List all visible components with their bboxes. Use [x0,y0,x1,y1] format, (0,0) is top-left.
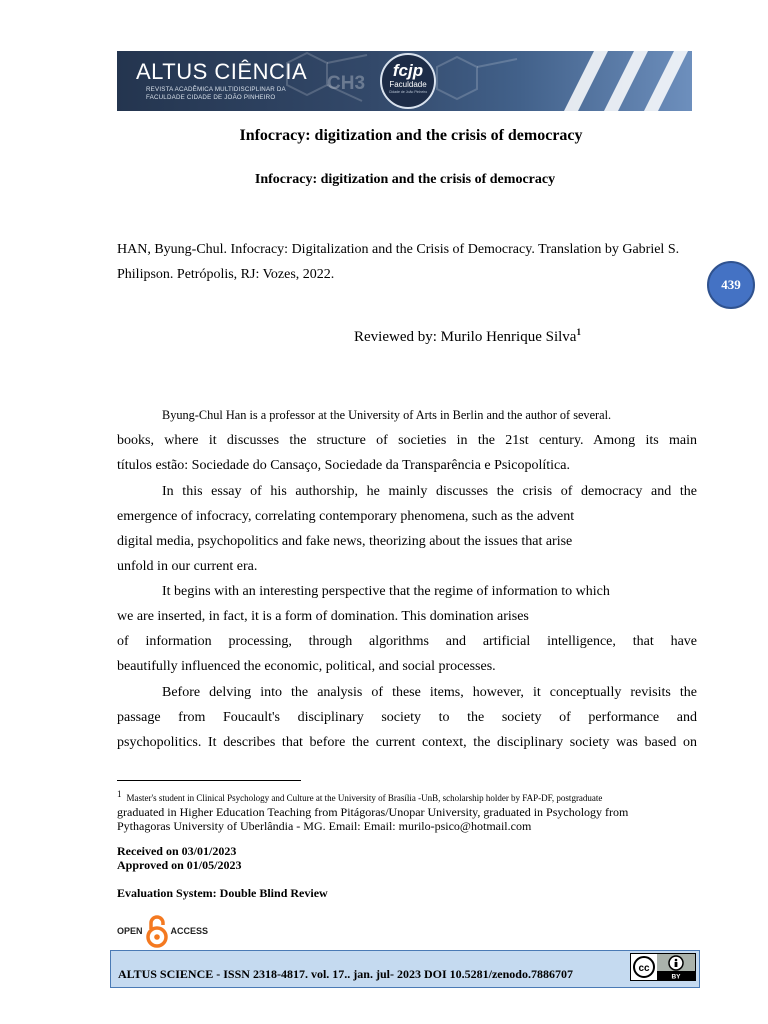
body-line: In this essay of his authorship, he mainly discusses the crisis of democracy and the [162,484,697,499]
banner-formula-text: CH3 [327,73,366,94]
open-access-left-text: OPEN [117,926,143,936]
body-line: Byung-Chul Han is a professor at the University of Arts in Berlin and the author of several. [162,408,612,422]
body-line: books, where it discusses the structure of societies in the 21st century. Among its main [117,433,697,448]
footnote [117,787,697,833]
article-subtitle: Infocracy: digitization and the crisis of democracy [254,172,556,187]
body-line: títulos estão: Sociedade do Cansaço, Sociedade da Transparência e Psicopolítica. [117,458,570,473]
submission-dates [117,844,241,872]
cc-by-license-badge [630,953,696,981]
body-line: It begins with an interesting perspective that the regime of information to which [162,584,610,599]
open-lock-icon [146,914,168,948]
journal-subtitle-line: REVISTA ACADÊMICA MULTIDISCIPLINAR DA [146,86,286,93]
book-reference [117,237,697,287]
received-date: Received on 03/01/2023 [117,844,237,858]
body-line: beautifully influenced the economic, political, and social processes. [117,659,496,674]
logo-mark: fcjp [392,61,424,80]
journal-footer [110,950,700,988]
footnote-line: graduated in Higher Education Teaching from Pitágoras/Unopar University, graduated in Psychology from [117,805,629,819]
footer-citation: ALTUS SCIENCE - ISSN 2318-4817. vol. 17.. jan. jul- 2023 DOI 10.5281/zenodo.7886707 [118,967,573,981]
body-line: emergence of infocracy, correlating contemporary phenomena, such as the advent [117,509,575,524]
open-access-right-text: ACCESS [170,926,209,936]
article-title: Infocracy: digitization and the crisis of democracy [239,127,583,144]
page-number-badge: 439 [707,261,755,309]
journal-banner [117,51,692,111]
footnote-line: Pythagoras University of Uberlândia - MG. Email: Email: murilo-psico@hotmail.com [117,819,532,833]
body-line: passage from Foucault's disciplinary society to the society of performance and [117,710,697,725]
body-line: digital media, psychopolitics and fake news, theorizing about the issues that arise [117,534,573,549]
body-line: unfold in our current era. [117,559,258,574]
by-label: BY [671,973,681,980]
banner-stripes [522,51,692,111]
body-line: Before delving into the analysis of these items, however, it conceptually revisits the [162,685,697,700]
cc-label: cc [638,963,650,974]
cc-icon [631,954,695,980]
faculty-logo [380,53,436,109]
footnote-text: Master's student in Clinical Psychology and Culture at the University of Brasília -UnB, scholarship holder by FAP-DF, postgraduate [126,793,603,803]
reference-line: HAN, Byung-Chul. Infocracy: Digitalization and the Crisis of Democracy. Translation by Gabriel S. [117,242,680,257]
footnote-marker: 1 [576,327,581,337]
journal-subtitle-line: FACULDADE CIDADE DE JOÃO PINHEIRO [146,94,276,101]
approved-date: Approved on 01/05/2023 [117,858,242,872]
logo-word: Faculdade [389,80,427,89]
reviewer-text: Reviewed by: Murilo Henrique Silva [354,329,577,345]
footnote-number: 1 [117,789,122,799]
reviewer-line [354,327,581,346]
footnote-divider [117,780,301,781]
logo-tagline: Cidade de João Pinheiro [388,90,428,94]
journal-subtitle [146,86,321,102]
body-line: we are inserted, in fact, it is a form of domination. This domination arises [117,609,529,624]
body-line: of information processing, through algorithms and artificial intelligence, that have [117,634,697,649]
journal-name: ALTUS CIÊNCIA [136,59,308,84]
footnote-line [117,787,697,805]
open-access-logo [117,913,208,949]
body-line: psychopolitics. It describes that before the current context, the disciplinary society was based on [117,735,697,750]
reference-line: Philipson. Petrópolis, RJ: Vozes, 2022. [117,267,335,282]
evaluation-system: Evaluation System: Double Blind Review [117,886,328,900]
